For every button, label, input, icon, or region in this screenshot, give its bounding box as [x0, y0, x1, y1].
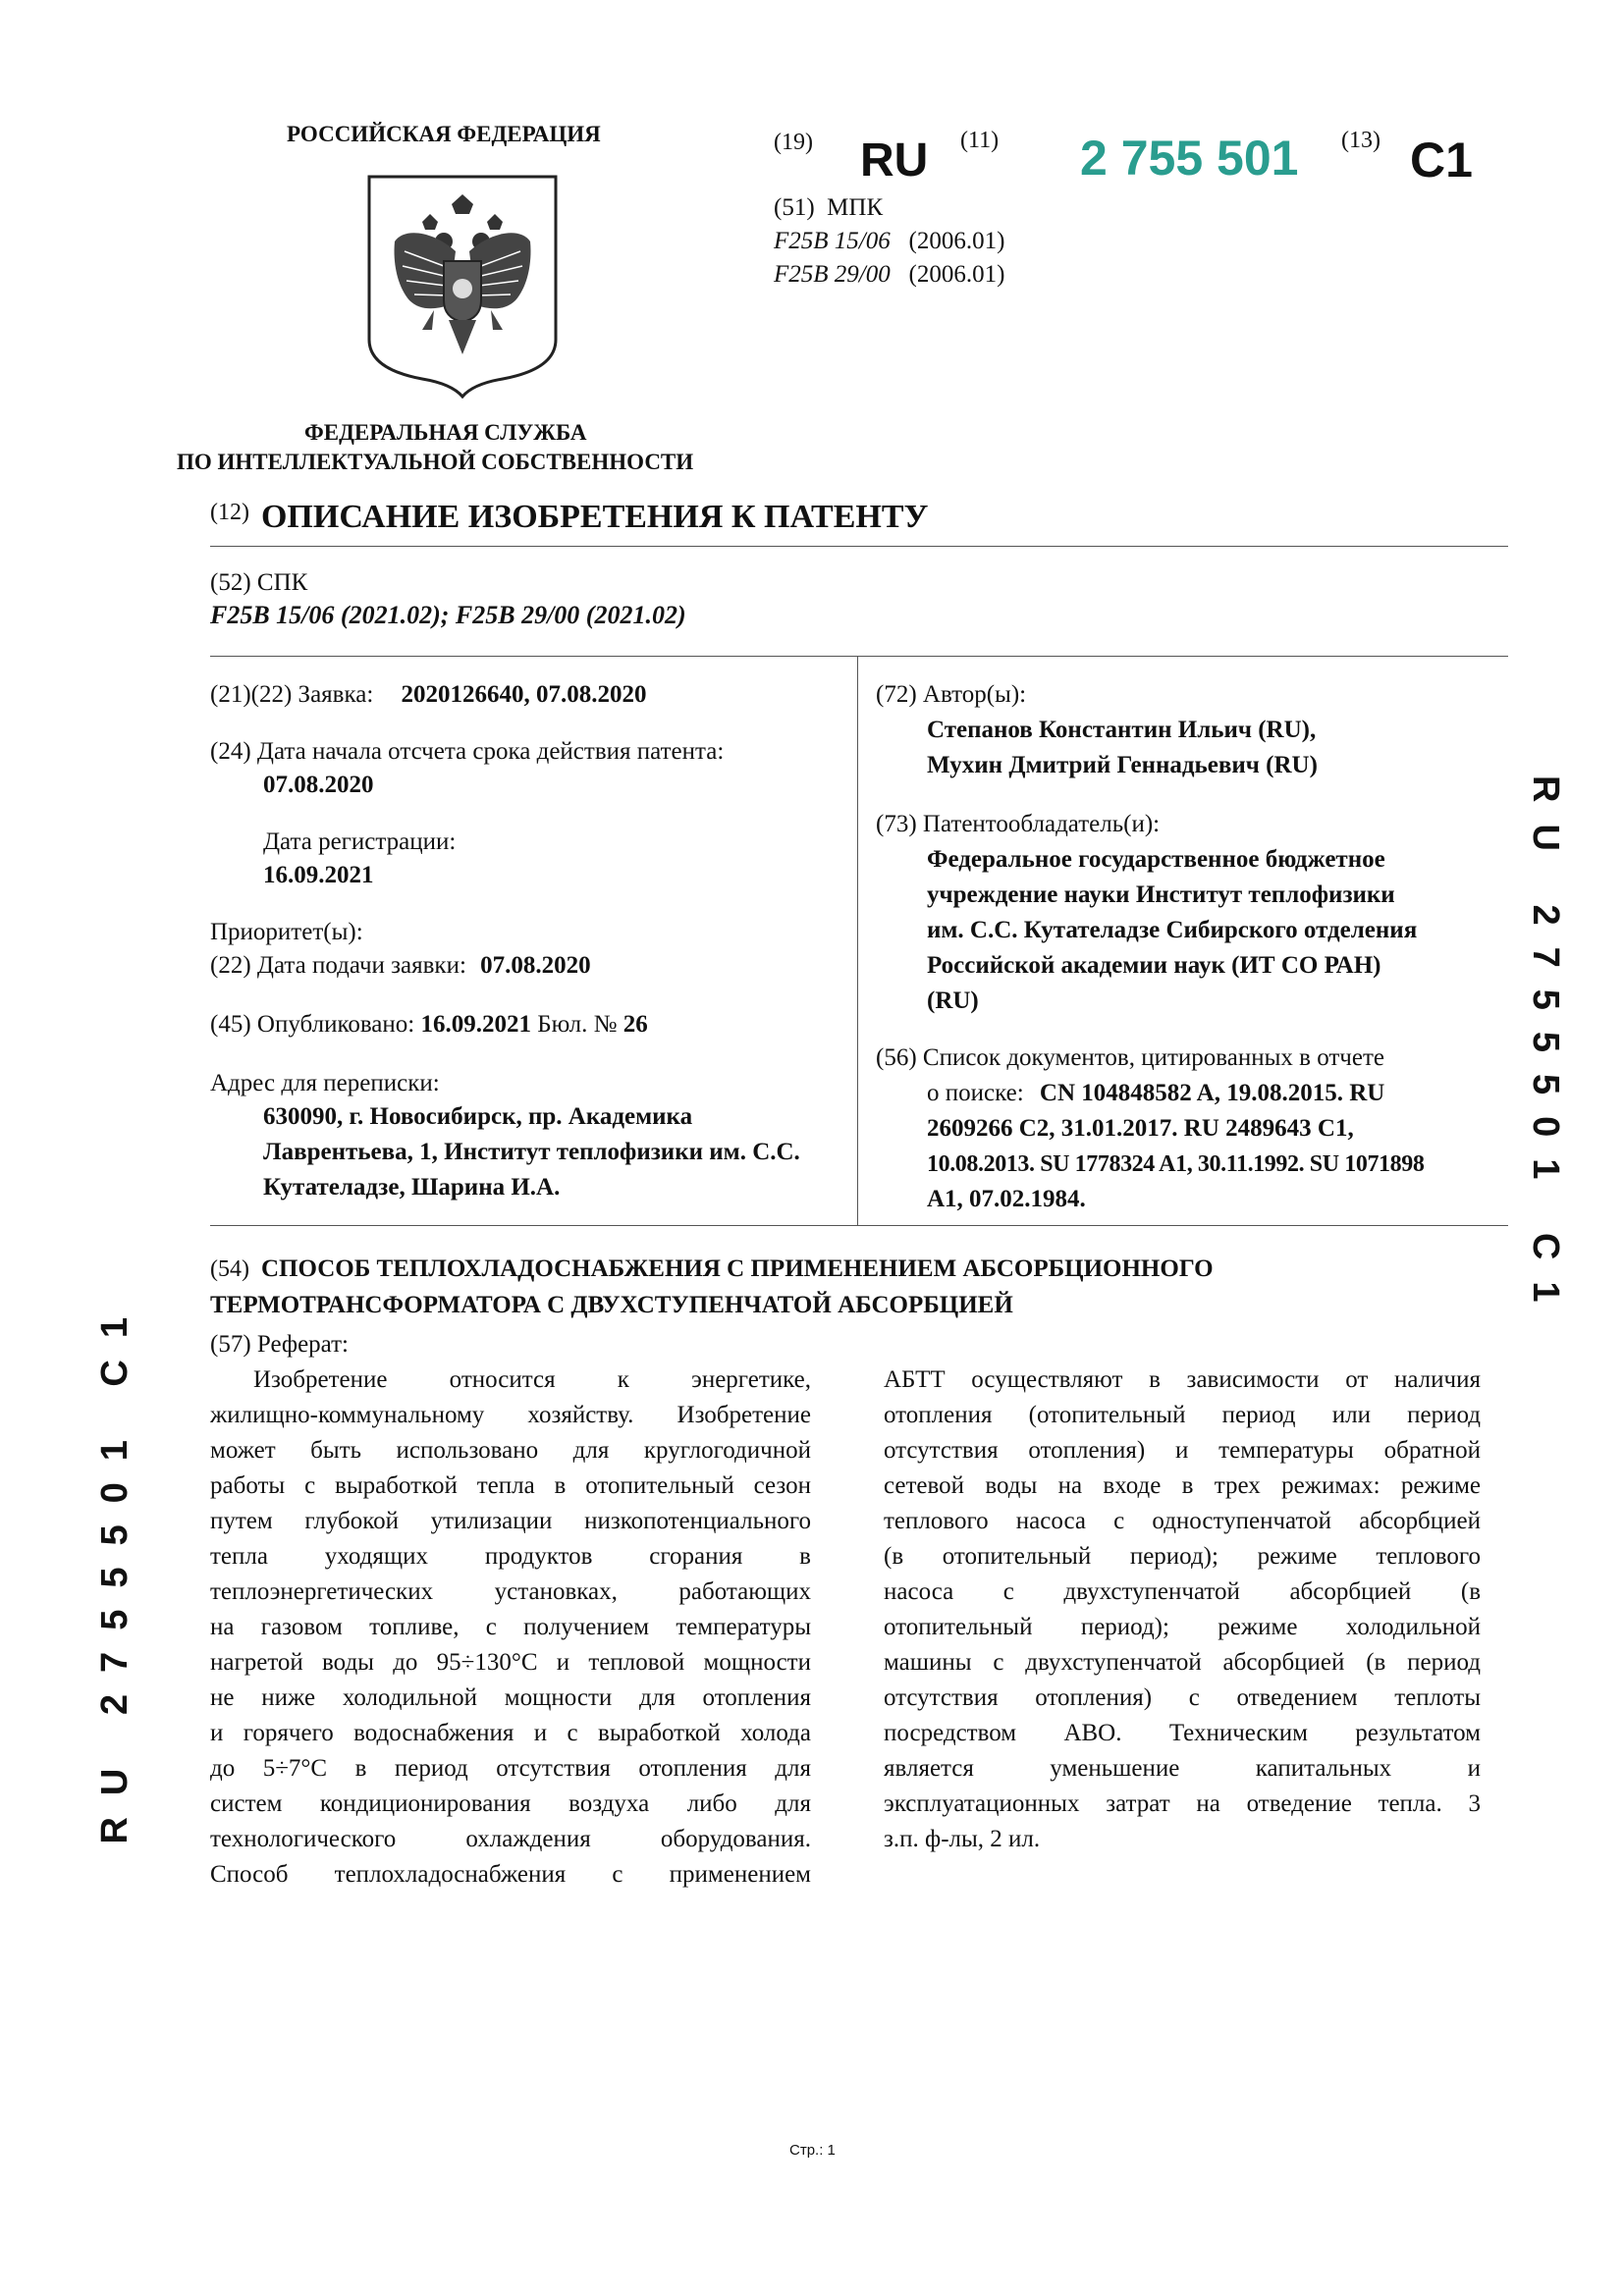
holder-line: учреждение науки Институт теплофизики — [927, 881, 1395, 908]
abstract-line: работы с выработкой тепла в отопительный сезон — [210, 1472, 811, 1499]
ipc-entry — [774, 261, 1004, 289]
holder-line: Российской академии наук (ИТ СО РАН) — [927, 952, 1381, 979]
abstract-line: (в отопительный период); режиме теплового — [884, 1543, 1481, 1570]
abstract-line: теплоэнергетических установках, работающих — [210, 1578, 811, 1605]
abstract-line: отсутствия отопления) и температуры обратной — [884, 1437, 1481, 1464]
cited-label: (56) Список документов, цитированных в отчете — [876, 1044, 1384, 1071]
column-divider — [857, 656, 858, 1225]
country-name: РОССИЙСКАЯ ФЕДЕРАЦИЯ — [287, 122, 601, 146]
filing-value: 07.08.2020 — [480, 952, 591, 979]
cpc-classes: F25B 15/06 (2021.02); F25B 29/00 (2021.02) — [210, 601, 686, 629]
holder-line: Федеральное государственное бюджетное — [927, 846, 1385, 873]
abstract-line: сетевой воды на входе в трех режимах: режиме — [884, 1472, 1481, 1499]
cited-block — [927, 1076, 1496, 1217]
holder-line: (RU) — [927, 988, 979, 1014]
inid-code-54: (54) — [210, 1256, 249, 1282]
abstract-line: нагретой воды до 95÷130°C и тепловой мощности — [210, 1649, 811, 1676]
ipc-class: F25B 15/06 — [774, 228, 891, 254]
abstract-line: эксплуатационных затрат на отведение тепла. 3 — [884, 1790, 1481, 1817]
inid-code-13: (13) — [1341, 128, 1380, 153]
kind-code: C1 — [1410, 133, 1473, 187]
ipc-version: (2006.01) — [908, 261, 1005, 288]
margin-patent-id-right: RU 2755501 C1 — [1525, 775, 1566, 1324]
country-code: RU — [860, 134, 929, 187]
abstract-column-2 — [884, 1362, 1481, 1857]
published-row — [210, 1011, 648, 1039]
cited-line — [927, 1076, 1496, 1111]
divider — [210, 546, 1508, 547]
abstract-line: АБТТ осуществляют в зависимости от наличия — [884, 1366, 1481, 1393]
address-line: 630090, г. Новосибирск, пр. Академика — [263, 1103, 693, 1130]
ipc-label: МПК — [827, 194, 884, 221]
abstract-line: является уменьшение капитальных и — [884, 1755, 1481, 1782]
filing-label: (22) Дата подачи заявки: — [210, 952, 466, 979]
invention-title-line: СПОСОБ ТЕПЛОХЛАДОСНАБЖЕНИЯ С ПРИМЕНЕНИЕМ АБСОРБЦИОННОГО — [260, 1255, 1214, 1282]
abstract-line: машины с двухступенчатой абсорбцией (в период — [884, 1649, 1481, 1676]
authors-block — [927, 713, 1318, 783]
abstract-line: теплового насоса с одноступенчатой абсорбцией — [884, 1508, 1481, 1534]
authors-label: (72) Автор(ы): — [876, 681, 1027, 708]
margin-patent-id-left: RU 2755501 C1 — [94, 1296, 135, 1844]
abstract-line: жилищно-коммунальному хозяйству. Изобретение — [210, 1402, 811, 1428]
published-label: (45) Опубликовано: — [210, 1011, 415, 1038]
author-name: Степанов Константин Ильич (RU), — [927, 717, 1317, 743]
registration-label: Дата регистрации: — [263, 828, 457, 855]
holder-block — [927, 842, 1417, 1019]
abstract-label: (57) Реферат: — [210, 1331, 349, 1358]
abstract-line: Изобретение относится к энергетике, — [253, 1366, 811, 1393]
invention-title — [210, 1253, 1214, 1325]
abstract-line: посредством АВО. Техническим результатом — [884, 1720, 1481, 1746]
inid-code-11: (11) — [960, 128, 1000, 153]
abstract-line: не ниже холодильной мощности для отопления — [210, 1684, 811, 1711]
abstract-line: Способ теплохладоснабжения с применением — [210, 1861, 811, 1888]
document-type — [210, 499, 928, 536]
filing-row — [210, 952, 591, 980]
holder-label: (73) Патентообладатель(и): — [876, 811, 1161, 837]
term-start-label: (24) Дата начала отсчета срока действия патента: — [210, 738, 725, 765]
cited-line: 2609266 C2, 31.01.2017. RU 2489643 C1, — [927, 1115, 1354, 1142]
coat-of-arms-emblem — [365, 173, 560, 399]
ipc-class: F25B 29/00 — [774, 261, 891, 288]
abstract-line: систем кондиционирования воздуха либо для — [210, 1790, 811, 1817]
abstract-column-1 — [210, 1362, 811, 1893]
divider — [210, 1225, 1508, 1226]
abstract-line: технологического охлаждения оборудования. — [210, 1826, 811, 1852]
abstract-line: отопления (отопительный период или период — [884, 1402, 1481, 1428]
cited-text: CN 104848582 A, 19.08.2015. RU — [1039, 1080, 1385, 1106]
cited-prefix: о поиске: — [927, 1080, 1024, 1106]
registration-value: 16.09.2021 — [263, 862, 374, 888]
eagle-icon — [365, 173, 560, 399]
application-row — [210, 681, 647, 709]
published-value: 16.09.2021 — [420, 1011, 531, 1038]
inid-code-19: (19) — [774, 130, 813, 155]
ipc-version: (2006.01) — [908, 228, 1005, 254]
page-number: Стр.: 1 — [789, 2142, 836, 2159]
abstract-line: до 5÷7°C в период отсутствия отопления для — [210, 1755, 811, 1782]
holder-line: им. С.С. Кутателадзе Сибирского отделения — [927, 917, 1418, 943]
address-label: Адрес для переписки: — [210, 1070, 440, 1096]
ipc-entry — [774, 228, 1004, 255]
agency-name-line1: ФЕДЕРАЛЬНАЯ СЛУЖБА — [304, 420, 587, 445]
term-start-value: 07.08.2020 — [263, 772, 374, 798]
cited-line: 10.08.2013. SU 1778324 A1, 30.11.1992. SU 1071898 — [927, 1151, 1425, 1177]
abstract-line: з.п. ф-лы, 2 ил. — [884, 1826, 1041, 1852]
agency-name-line2: ПО ИНТЕЛЛЕКТУАЛЬНОЙ СОБСТВЕННОСТИ — [177, 450, 694, 474]
abstract-line: отсутствия отопления) с отведением теплоты — [884, 1684, 1481, 1711]
bulletin-value: 26 — [623, 1011, 648, 1038]
inid-code-51: (51) — [774, 194, 815, 221]
bulletin-label: Бюл. № — [537, 1011, 618, 1038]
priority-label: Приоритет(ы): — [210, 919, 363, 945]
ipc-heading — [774, 194, 883, 222]
address-line: Лаврентьева, 1, Институт теплофизики им. С.С. — [263, 1139, 800, 1165]
abstract-line: отопительный период); режиме холодильной — [884, 1614, 1481, 1640]
address-block — [263, 1099, 800, 1205]
abstract-line: путем глубокой утилизации низкопотенциального — [210, 1508, 811, 1534]
patent-number: 2 755 501 — [1080, 131, 1299, 186]
document-type-title: ОПИСАНИЕ ИЗОБРЕТЕНИЯ К ПАТЕНТУ — [260, 499, 929, 535]
application-label: (21)(22) Заявка: — [210, 681, 374, 708]
cpc-label: (52) СПК — [210, 569, 308, 596]
inid-code-12: (12) — [210, 500, 249, 525]
abstract-line: и горячего водоснабжения и с выработкой холода — [210, 1720, 811, 1746]
cited-line: A1, 07.02.1984. — [927, 1186, 1086, 1212]
invention-title-line: ТЕРМОТРАНСФОРМАТОРА С ДВУХСТУПЕНЧАТОЙ АБСОРБЦИЕЙ — [210, 1292, 1013, 1318]
author-name: Мухин Дмитрий Геннадьевич (RU) — [927, 752, 1318, 778]
application-value: 2020126640, 07.08.2020 — [401, 681, 647, 708]
abstract-line: тепла уходящих продуктов сгорания в — [210, 1543, 811, 1570]
divider — [210, 656, 1508, 657]
address-line: Кутателадзе, Шарина И.А. — [263, 1174, 561, 1201]
abstract-line: на газовом топливе, с получением температуры — [210, 1614, 811, 1640]
abstract-line: насоса с двухступенчатой абсорбцией (в — [884, 1578, 1481, 1605]
abstract-line: может быть использовано для круглогодичной — [210, 1437, 811, 1464]
